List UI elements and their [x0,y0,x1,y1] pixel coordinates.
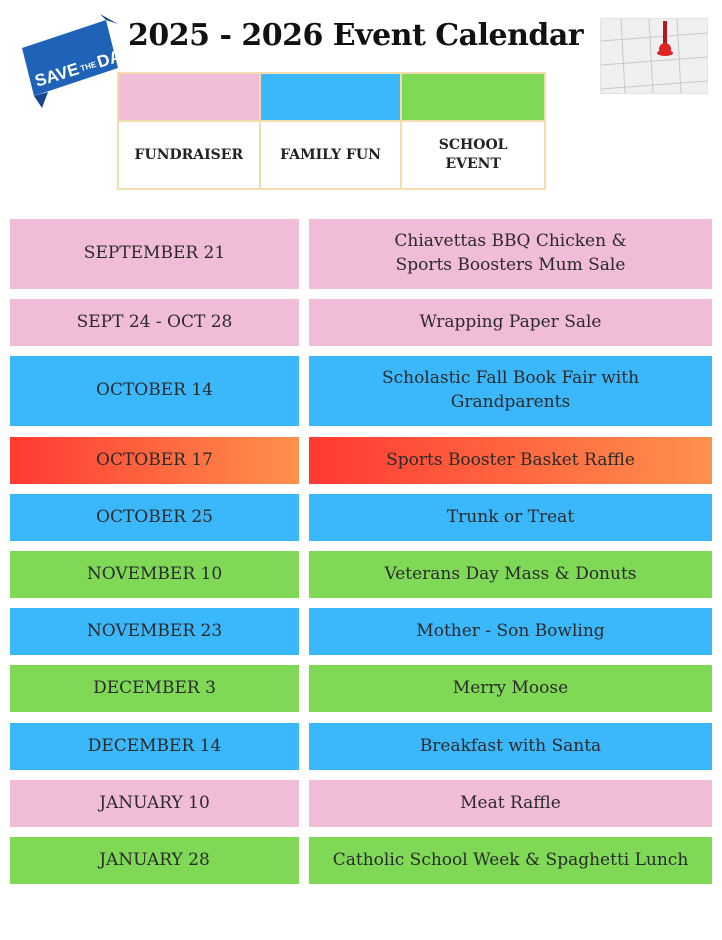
event-row [10,494,712,541]
legend-table [117,72,546,190]
calendar-pin-icon [601,19,707,93]
event-date: SEPT 24 - OCT 28 [10,299,299,346]
event-row [10,356,712,426]
event-date: OCTOBER 17 [10,437,299,484]
event-name: Breakfast with Santa [309,723,712,770]
event-row [10,608,712,655]
event-row [10,780,712,827]
event-name: Veterans Day Mass & Donuts [309,551,712,598]
event-name: Mother - Son Bowling [309,608,712,655]
legend-swatch-family-fun [261,74,403,122]
event-date: DECEMBER 14 [10,723,299,770]
event-name: Meat Raffle [309,780,712,827]
legend-label-family-fun: FAMILY FUN [261,122,403,188]
event-row [10,299,712,346]
save-the-date-logo [20,18,144,108]
svg-text:SAVETHEDATE: SAVETHEDATE [32,40,144,91]
event-row [10,837,712,884]
event-date: JANUARY 28 [10,837,299,884]
event-name: Sports Booster Basket Raffle [309,437,712,484]
page-title: 2025 - 2026 Event Calendar [128,18,584,53]
event-date: OCTOBER 25 [10,494,299,541]
event-date: NOVEMBER 23 [10,608,299,655]
event-name: Catholic School Week & Spaghetti Lunch [309,837,712,884]
event-name: Trunk or Treat [309,494,712,541]
event-row [10,437,712,484]
event-date: OCTOBER 14 [10,356,299,426]
event-date: SEPTEMBER 21 [10,219,299,289]
legend-label-school-event: SCHOOL EVENT [438,137,508,172]
event-name: Scholastic Fall Book Fair with Grandparents [309,356,712,426]
event-name: Chiavettas BBQ Chicken & Sports Boosters Mum Sale [309,219,712,289]
event-date: DECEMBER 3 [10,665,299,712]
event-row [10,723,712,770]
event-date: JANUARY 10 [10,780,299,827]
legend-label-fundraiser: FUNDRAISER [119,122,261,188]
calendar-photo [600,18,708,94]
event-date: NOVEMBER 10 [10,551,299,598]
event-name: Wrapping Paper Sale [309,299,712,346]
event-row [10,551,712,598]
event-row [10,665,712,712]
event-row [10,219,712,289]
legend-swatch-fundraiser [119,74,261,122]
event-name: Merry Moose [309,665,712,712]
legend-swatch-school-event [402,74,544,122]
